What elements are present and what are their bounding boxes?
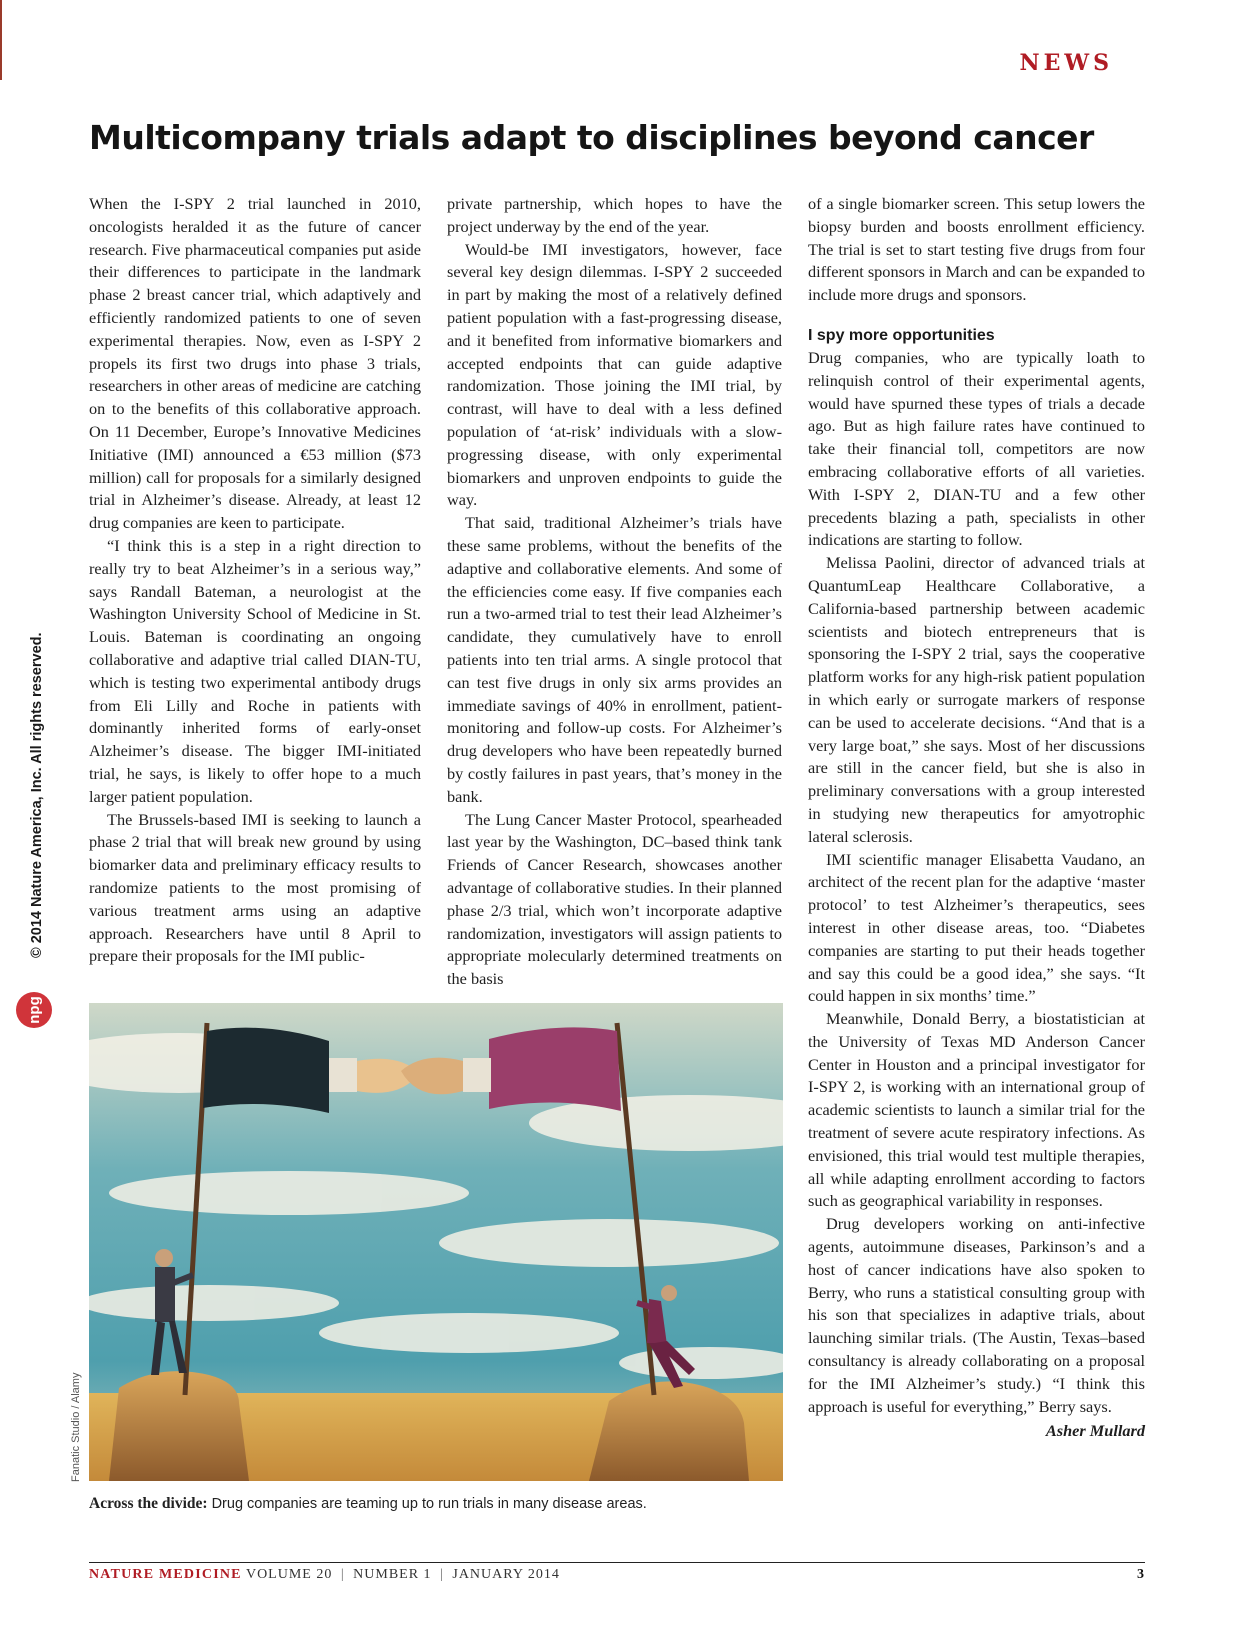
paragraph: The Lung Cancer Master Protocol, spearheaded last year by the Washington, DC–based think tank Friends of Cancer Research, showcases another advantage of collaborative studies. In their planned phase 2/3 trial, which won’t incorporate adaptive randomization, investigators will assign patients to appropriate molecularly determined treatments on the basis: [447, 809, 782, 989]
caption-text: Drug companies are teaming up to run trials in many disease areas.: [211, 1496, 647, 1512]
margin-edge-line: [0, 0, 2, 80]
section-label: NEWS: [1019, 50, 1113, 76]
paragraph: That said, traditional Alzheimer’s trials have these same problems, without the benefits of the adaptive and collaborative elements. And some of the efficiencies come easy. If five companies each run a two-armed trial to test their lead Alzheimer’s candidate, they cumulatively have to enroll patients into ten trial arms. A single protocol that can test five drugs in only six arms provides an immediate savings of 40% in enrollment, patient-monitoring and follow-up costs. For Alzheimer’s drug developers who have been repeatedly burned by costly failures in past years, that’s money in the bank.: [447, 513, 782, 806]
article-column-1: [89, 193, 421, 993]
dark-flag: [203, 1028, 329, 1113]
image-credit: Fanatic Studio / Alamy: [70, 1372, 82, 1482]
article-column-3: [808, 193, 1145, 1493]
paragraph: “I think this is a step in a right direction to really try to beat Alzheimer’s in a serious way,” says Randall Bateman, a neurologist at the Washington University School of Medicine in St. Louis. Bateman is coordinating an ongoing collaborative and adaptive trial called DIAN-TU, which is testing two experimental antibody drugs from Eli Lilly and Roche in patients with dominantly inherited forms of early-onset Alzheimer’s disease. The bigger IMI-initiated trial, he says, is likely to offer hope to a much larger patient population.: [89, 535, 421, 806]
figure-caption: [89, 1495, 789, 1513]
paragraph: Meanwhile, Donald Berry, a biostatistician at the University of Texas MD Anderson Cancer Center in Houston and a principal investigator for I-SPY 2, is working with an international group of academic scientists to launch a similar trial for the treatment of severe acute respiratory infections. As envisioned, this trial would test multiple therapies, all while adapting enrollment according to factors such as geographical variability in responses.: [808, 1009, 1145, 1211]
journal-name: NATURE MEDICINE: [89, 1567, 242, 1582]
paragraph: IMI scientific manager Elisabetta Vaudano, an architect of the recent plan for the adaptive ‘master protocol’ to test Alzheimer’s therapeutics, sees interest in other disease areas, too. “Diabetes companies are starting to put their heads together and say this could be a good idea,” she says. “It could happen in six months’ time.”: [808, 849, 1145, 1006]
paragraph: of a single biomarker screen. This setup lowers the biopsy burden and boosts enrollment efficiency. The trial is set to start testing five drugs from four different sponsors in March and can be expanded to include more drugs and sponsors.: [808, 194, 1145, 305]
page-number: 3: [1137, 1567, 1145, 1582]
volume-label: VOLUME 20: [245, 1567, 333, 1582]
right-cuff: [463, 1058, 491, 1092]
illustration-svg: [89, 1003, 783, 1481]
caption-label: Across the divide:: [89, 1495, 208, 1512]
paragraph: private partnership, which hopes to have the project underway by the end of the year.: [447, 194, 782, 236]
paragraph: When the I-SPY 2 trial launched in 2010, oncologists heralded it as the future of cancer research. Five pharmaceutical companies put aside their differences to participate in the landmark phase 2 breast cancer trial, which adaptively and efficiently randomized patients to one of seven experimental therapies. Now, even as I-SPY 2 propels its first two drugs into phase 3 trials, researchers in other areas of medicine are catching on to the benefits of this collaborative approach. On 11 December, Europe’s Innovative Medicines Initiative (IMI) announced a €53 million ($73 million) call for proposals for a similarly designed trial in Alzheimer’s disease. Already, at least 12 drug companies are keen to participate.: [89, 194, 421, 533]
issue-date: JANUARY 2014: [452, 1567, 560, 1582]
article-headline: Multicompany trials adapt to disciplines beyond cancer: [89, 118, 1094, 157]
article-column-2: [447, 193, 782, 993]
footer-separator: |: [340, 1567, 345, 1582]
page-footer: [89, 1567, 1145, 1583]
paragraph: Drug companies, who are typically loath to relinquish control of their experimental agents, would have spurned these types of trials a decade ago. But as high failure rates have continued to take their financial toll, competitors are now embracing collaborative efforts of all varieties. With I-SPY 2, DIAN-TU and a few other precedents blazing a path, specialists in other indications are starting to follow.: [808, 347, 1145, 550]
issue-number: NUMBER 1: [353, 1567, 432, 1582]
left-cliff: [109, 1371, 249, 1481]
npg-logo: npg: [16, 992, 52, 1028]
paragraph: Would-be IMI investigators, however, face several key design dilemmas. I-SPY 2 succeeded in part by making the most of a relatively defined patient population with a fast-progressing disease, and it benefited from informative biomarkers and accepted endpoints that can guide adaptive randomization. Those joining the IMI trial, by contrast, will have to deal with a less defined population of ‘at-risk’ individuals with a slow-progressing disease, with only experimental biomarkers and unproven endpoints to guide the way.: [447, 239, 782, 510]
paragraph: Melissa Paolini, director of advanced trials at QuantumLeap Healthcare Collaborative, a California-based partnership between academic scientists and biotech entrepreneurs that is sponsoring the I-SPY 2 trial, says the cooperative platform works for any high-risk patient population in which early or surrogate markers of response can be used to accelerate decisions. “And that is a very large boat,” she says. Most of her discussions are still in the cancer field, but she is also in preliminary conversations with a group interested in studying new therapeutics for amyotrophic lateral sclerosis.: [808, 553, 1145, 846]
footer-rule: [89, 1562, 1145, 1563]
copyright-notice: © 2014 Nature America, Inc. All rights reserved.: [29, 632, 45, 958]
footer-separator: |: [440, 1567, 444, 1582]
handshake-illustration: [89, 1003, 783, 1481]
left-cuff: [329, 1058, 357, 1092]
paragraph: The Brussels-based IMI is seeking to launch a phase 2 trial that will break new ground by using biomarker data and preliminary efficacy results to randomize patients to the most promising of various treatment arms using an adaptive approach. Researchers have until 8 April to prepare their proposals for the IMI public-: [89, 809, 421, 966]
pink-flag: [489, 1027, 621, 1111]
paragraph: Drug developers working on anti-infective agents, autoimmune diseases, Parkinson’s and a host of cancer indications have also spoken to Berry, who runs a statistical consulting group with his son that specializes in adaptive trials, about launching similar trials. (The Austin, Texas–based consultancy is already collaborating on a proposal for the IMI Alzheimer’s study.) “I think this approach is useful for everything,” Berry says.: [808, 1214, 1145, 1416]
author-byline: Asher Mullard: [1045, 1421, 1145, 1441]
section-subheading: I spy more opportunities: [808, 326, 995, 344]
